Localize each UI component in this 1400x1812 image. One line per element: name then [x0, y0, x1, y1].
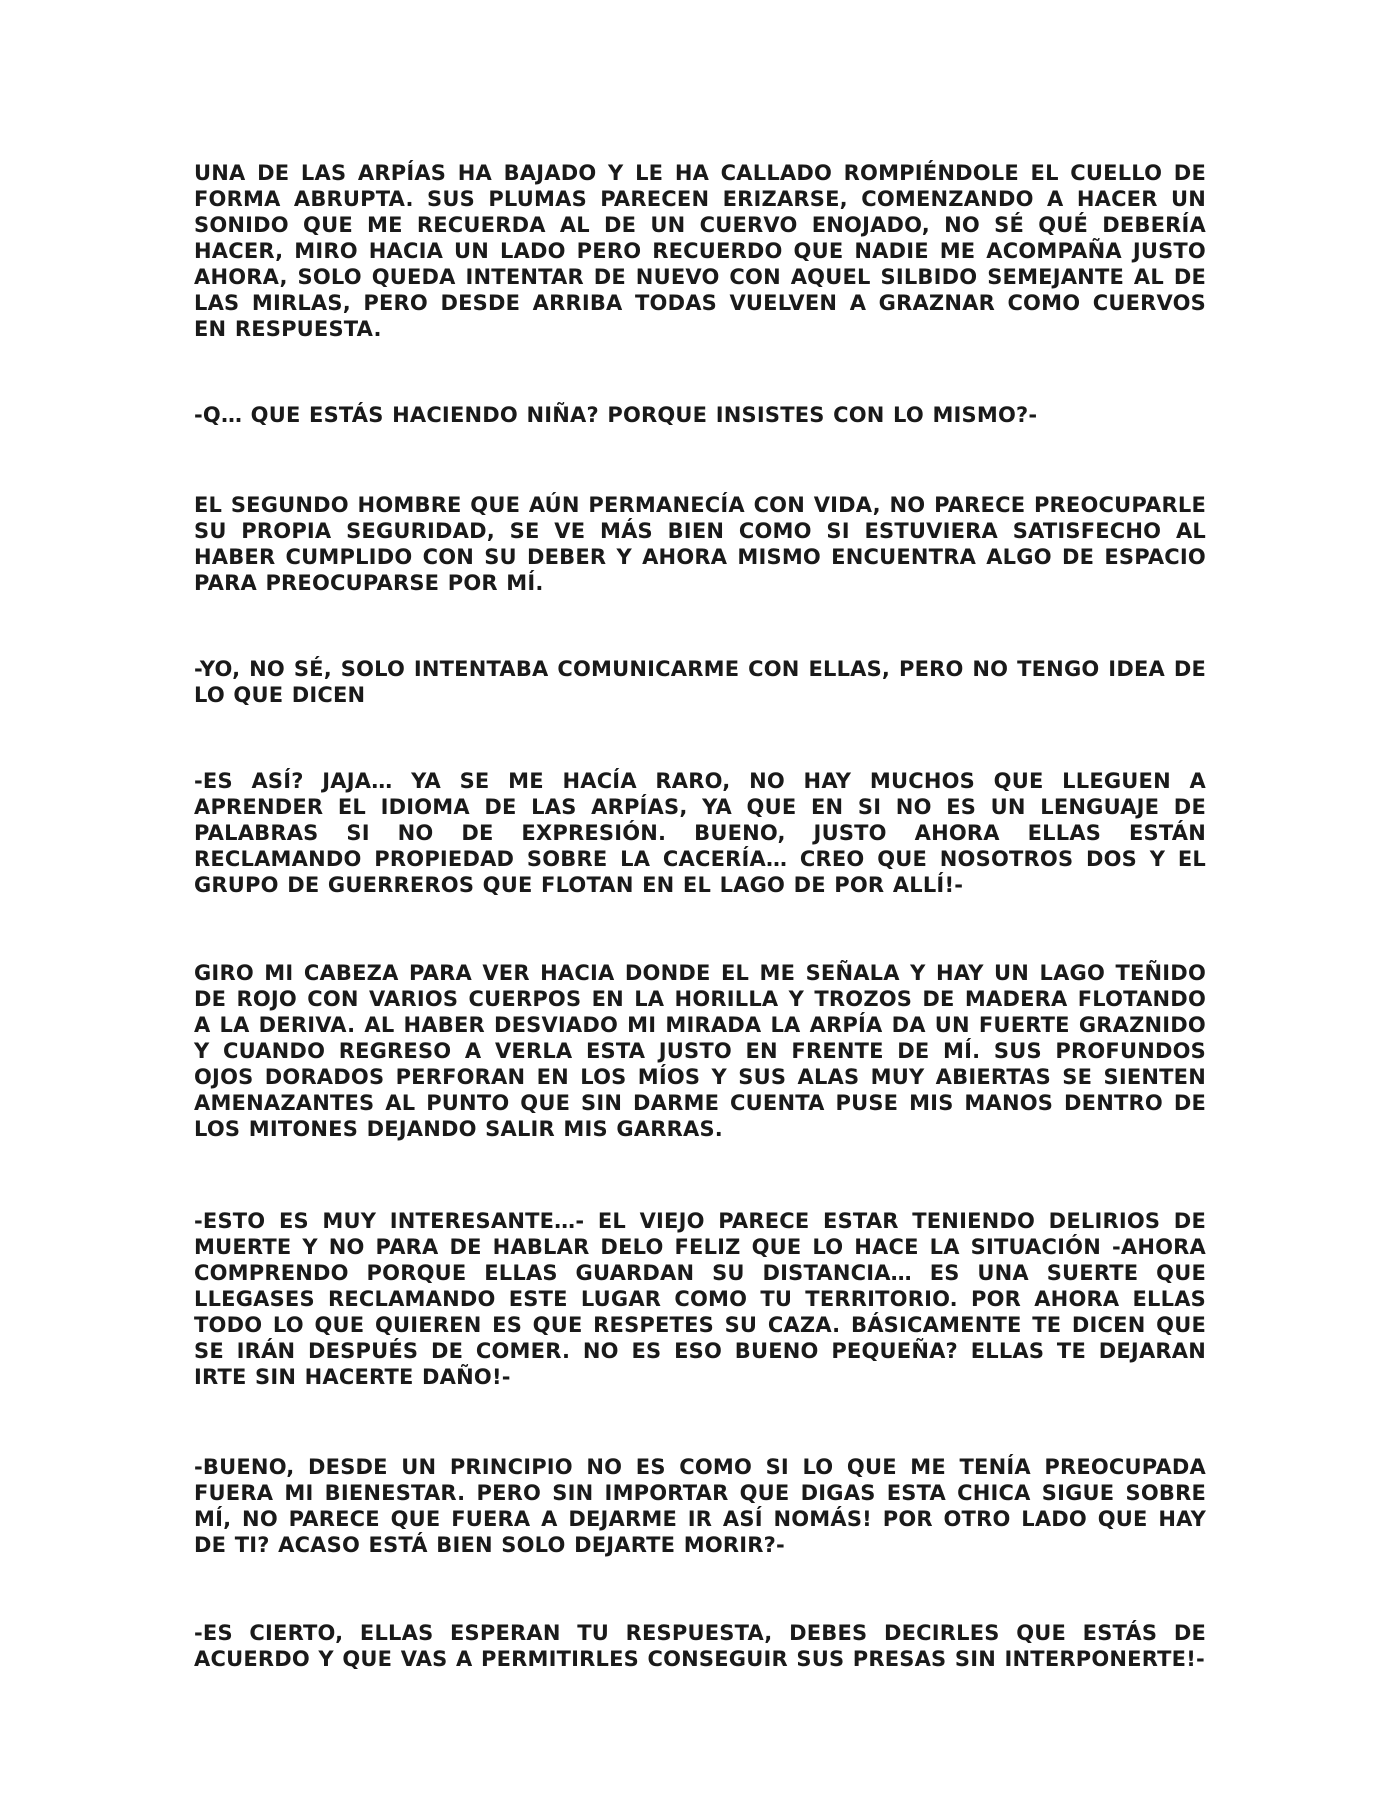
- narration-paragraph: UNA DE LAS ARPÍAS HA BAJADO Y LE HA CALLADO ROMPIÉNDOLE EL CUELLO DE FORMA ABRUPTA. SUS PLUMAS PARECEN ERIZARSE, COMENZANDO A HACER UN SONIDO QUE ME RECUERDA AL DE UN CUERVO ENOJADO, NO SÉ QUÉ DEBERÍA HACER, MIRO HACIA UN LADO PERO RECUERDO QUE NADIE ME ACOMPAÑA JUSTO AHORA, SOLO QUEDA INTENTAR DE NUEVO CON AQUEL SILBIDO SEMEJANTE AL DE LAS MIRLAS, PERO DESDE ARRIBA TODAS VUELVEN A GRAZNAR COMO CUERVOS EN RESPUESTA.: [194, 161, 1206, 341]
- text-column: [194, 160, 1206, 1672]
- dialogue-paragraph: -Q… QUE ESTÁS HACIENDO NIÑA? PORQUE INSISTES CON LO MISMO?-: [194, 403, 1038, 427]
- dialogue-paragraph: -YO, NO SÉ, SOLO INTENTABA COMUNICARME CON ELLAS, PERO NO TENGO IDEA DE LO QUE DICEN: [194, 657, 1206, 707]
- dialogue-paragraph: -ES ASÍ? JAJA… YA SE ME HACÍA RARO, NO HAY MUCHOS QUE LLEGUEN A APRENDER EL IDIOMA DE LAS ARPÍAS, YA QUE EN SI NO ES UN LENGUAJE DE PALABRAS SI NO DE EXPRESIÓN. BUENO, JUSTO AHORA ELLAS ESTÁN RECLAMANDO PROPIEDAD SOBRE LA CACERÍA… CREO QUE NOSOTROS DOS Y EL GRUPO DE GUERREROS QUE FLOTAN EN EL LAGO DE POR ALLÍ!-: [194, 769, 1206, 897]
- dialogue-paragraph: -ESTO ES MUY INTERESANTE…- EL VIEJO PARECE ESTAR TENIENDO DELIRIOS DE MUERTE Y NO PARA DE HABLAR DELO FELIZ QUE LO HACE LA SITUACIÓN -AHORA COMPRENDO PORQUE ELLAS GUARDAN SU DISTANCIA… ES UNA SUERTE QUE LLEGASES RECLAMANDO ESTE LUGAR COMO TU TERRITORIO. POR AHORA ELLAS TODO LO QUE QUIEREN ES QUE RESPETES SU CAZA. BÁSICAMENTE TE DICEN QUE SE IRÁN DESPUÉS DE COMER. NO ES ESO BUENO PEQUEÑA? ELLAS TE DEJARAN IRTE SIN HACERTE DAÑO!-: [194, 1209, 1206, 1389]
- dialogue-paragraph: -ES CIERTO, ELLAS ESPERAN TU RESPUESTA, DEBES DECIRLES QUE ESTÁS DE ACUERDO Y QUE VAS A PERMITIRLES CONSEGUIR SUS PRESAS SIN INTERPONERTE!-: [194, 1621, 1206, 1671]
- dialogue-paragraph: -BUENO, DESDE UN PRINCIPIO NO ES COMO SI LO QUE ME TENÍA PREOCUPADA FUERA MI BIENESTAR. PERO SIN IMPORTAR QUE DIGAS ESTA CHICA SIGUE SOBRE MÍ, NO PARECE QUE FUERA A DEJARME IR ASÍ NOMÁS! POR OTRO LADO QUE HAY DE TI? ACASO ESTÁ BIEN SOLO DEJARTE MORIR?-: [194, 1455, 1206, 1557]
- narration-paragraph: GIRO MI CABEZA PARA VER HACIA DONDE EL ME SEÑALA Y HAY UN LAGO TEÑIDO DE ROJO CON VARIOS CUERPOS EN LA HORILLA Y TROZOS DE MADERA FLOTANDO A LA DERIVA. AL HABER DESVIADO MI MIRADA LA ARPÍA DA UN FUERTE GRAZNIDO Y CUANDO REGRESO A VERLA ESTA JUSTO EN FRENTE DE MÍ. SUS PROFUNDOS OJOS DORADOS PERFORAN EN LOS MÍOS Y SUS ALAS MUY ABIERTAS SE SIENTEN AMENAZANTES AL PUNTO QUE SIN DARME CUENTA PUSE MIS MANOS DENTRO DE LOS MITONES DEJANDO SALIR MIS GARRAS.: [194, 961, 1206, 1141]
- narration-paragraph: EL SEGUNDO HOMBRE QUE AÚN PERMANECÍA CON VIDA, NO PARECE PREOCUPARLE SU PROPIA SEGURIDAD, SE VE MÁS BIEN COMO SI ESTUVIERA SATISFECHO AL HABER CUMPLIDO CON SU DEBER Y AHORA MISMO ENCUENTRA ALGO DE ESPACIO PARA PREOCUPARSE POR MÍ.: [194, 493, 1206, 595]
